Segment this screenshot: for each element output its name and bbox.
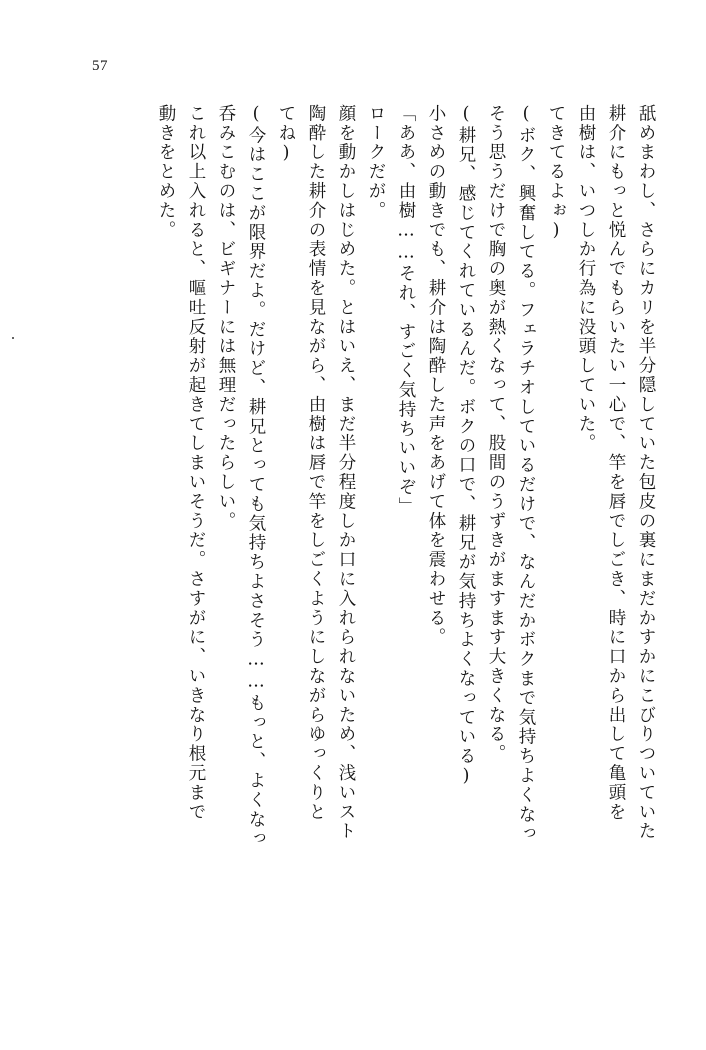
text-column: 呑みこむのは、ビギナーには無理だったらしい。 [216, 104, 236, 531]
text-column: 耕介にもっと悦んでもらいたい一心で、竿を唇でしごき、時に口から出して亀頭を [606, 104, 626, 822]
text-column: (耕兄、感じてくれているんだ。ボクの口で、耕兄が気持ちよくなっている) [456, 104, 476, 788]
text-column: 「ああ、由樹……それ、すごく気持ちいいぞ」 [396, 104, 416, 517]
text-column: ロークだが。 [366, 104, 386, 221]
page-number: 57 [92, 58, 108, 74]
text-column: 小さめの動きでも、耕介は陶酔した声をあげて体を震わせる。 [426, 104, 446, 648]
text-column: 由樹は、いつしか行為に没頭していた。 [576, 104, 596, 454]
text-column: これ以上入れると、嘔吐反射が起きてしまいそうだ。さすがに、いきなり根元まで [186, 104, 206, 822]
text-column: 舐めまわし、さらにカリを半分隠していた包皮の裏にまだかすかにこびりついていた [636, 104, 656, 842]
vertical-text-body [144, 104, 654, 984]
text-column: (ボク、興奮してる。フェラチオしているだけで、なんだかボクまで気持ちよくなっ [516, 104, 536, 844]
margin-dot-mark [12, 337, 14, 339]
text-column: てね) [276, 104, 296, 165]
text-column: そう思うだけで胸の奥が熱くなって、股間のうずきがますます大きくなる。 [486, 104, 506, 764]
text-column: 顔を動かしはじめた。とはいえ、まだ半分程度しか口に入れられないため、浅いスト [336, 104, 356, 842]
text-column: 陶酔した耕介の表情を見ながら、由樹は唇で竿をしごくようにしながらゆっくりと [306, 104, 326, 822]
text-column: てきてるよぉ) [546, 104, 566, 243]
text-column: (今はここが限界だよ。だけど、耕兄とっても気持ちよさそう……もっと、よくなっ [246, 104, 266, 849]
text-column: 動きをとめた。 [156, 104, 176, 240]
